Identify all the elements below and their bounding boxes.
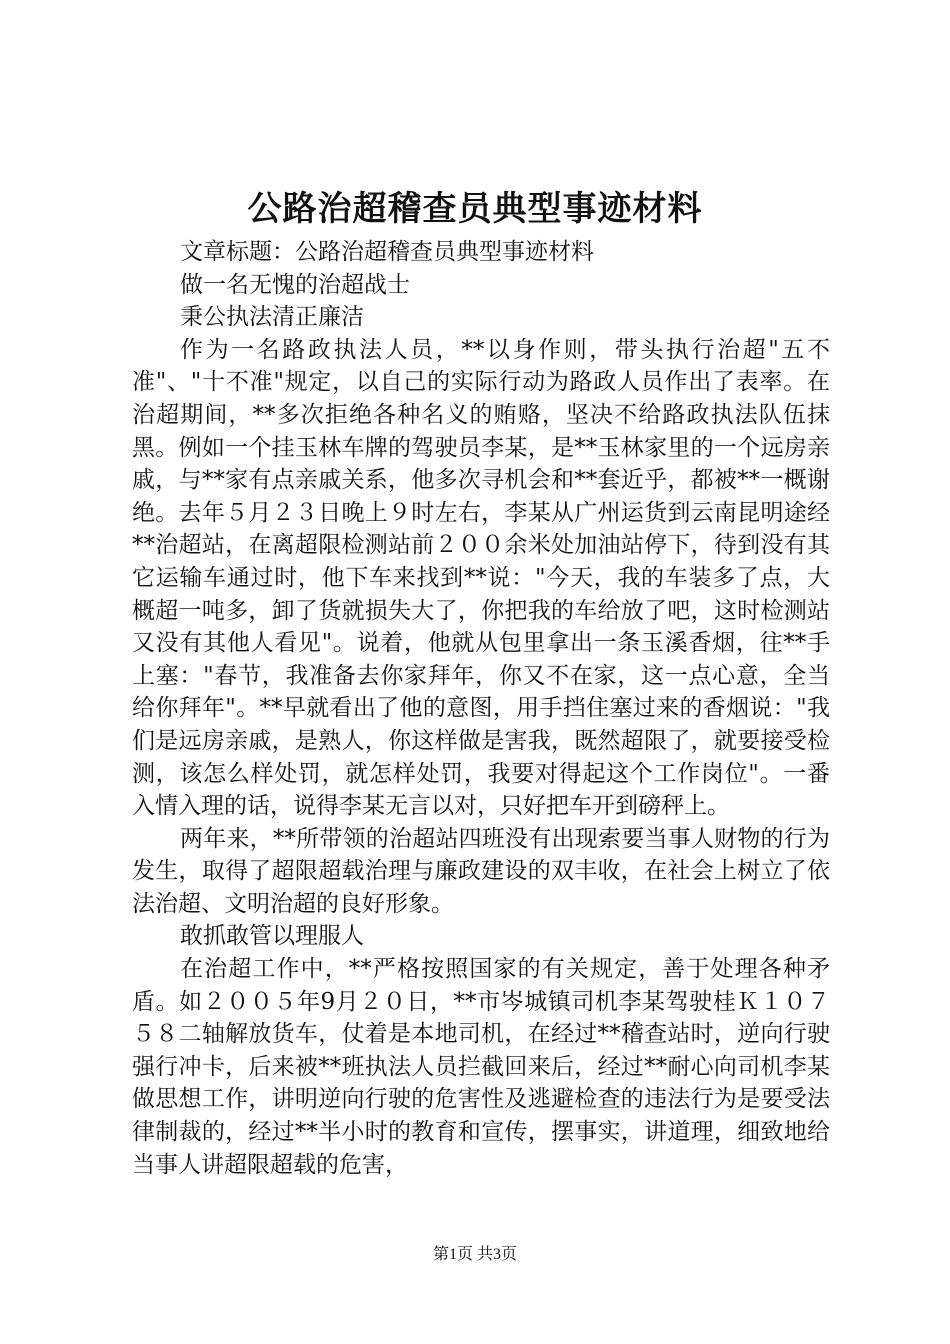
document-body xyxy=(132,236,830,1181)
paragraph-body: 作为一名路政执法人员，**以身作则，带头执行治超"五不准"、"十不准"规定，以自己的实际行动为路政人员作出了表率。在治超期间，**多次拒绝各种名义的贿赂，坚决不给路政执法队伍抹黑。例如一个挂玉林车牌的驾驶员李某，是**玉林家里的一个远房亲戚，与**家有点亲戚关系，他多次寻机会和**套近乎，都被**一概谢绝。去年５月２３日晚上９时左右，李某从广州运货到云南昆明途经**治超站，在离超限检测站前２００余米处加油站停下，待到没有其它运输车通过时，他下车来找到**说："今天，我的车装多了点，大概超一吨多，卸了货就损失大了，你把我的车给放了吧，这时检测站又没有其他人看见"。说着，他就从包里拿出一条玉溪香烟，往**手上塞："春节，我准备去你家拜年，你又不在家，这一点心意，全当给你拜年"。**早就看出了他的意图，用手挡住塞过来的香烟说："我们是远房亲戚，是熟人，你这样做是害我，既然超限了，就要接受检测，该怎么样处罚，就怎样处罚，我要对得起这个工作岗位"。一番入情入理的话，说得李某无言以对，只好把车开到磅秤上。 xyxy=(132,336,830,820)
paragraph-article-title: 文章标题：公路治超稽查员典型事迹材料 xyxy=(180,239,594,265)
paragraph-subtitle: 做一名无愧的治超战士 xyxy=(180,271,410,298)
paragraph-body: 在治超工作中，**严格按照国家的有关规定，善于处理各种矛盾。如２００５年9月２０日，**市岑城镇司机李某驾驶桂Ｋ１０７５８二轴解放货车，仗着是本地司机，在经过**稽查站时，逆向行驶强行冲卡，后来被**班执法人员拦截回来后，经过**耐心向司机李某做思想工作，讲明逆向行驶的危害性及逃避检查的违法行为是要受法律制裁的，经过**半小时的教育和宣传，摆事实，讲道理，细致地给当事人讲超限超载的危害， xyxy=(132,956,830,1178)
section-heading-management: 敢抓敢管以理服人 xyxy=(180,923,364,950)
document-title: 公路治超稽查员典型事迹材料 xyxy=(247,189,703,229)
paragraph-body: 两年来，**所带领的治超站四班没有出现索要当事人财物的行为发生，取得了超限超载治理与廉政建设的双丰收，在社会上树立了依法治超、文明治超的良好形象。 xyxy=(132,825,830,917)
page-number-footer: 第1页 共3页 xyxy=(432,1246,517,1263)
section-heading-integrity: 秉公执法清正廉洁 xyxy=(180,304,364,331)
